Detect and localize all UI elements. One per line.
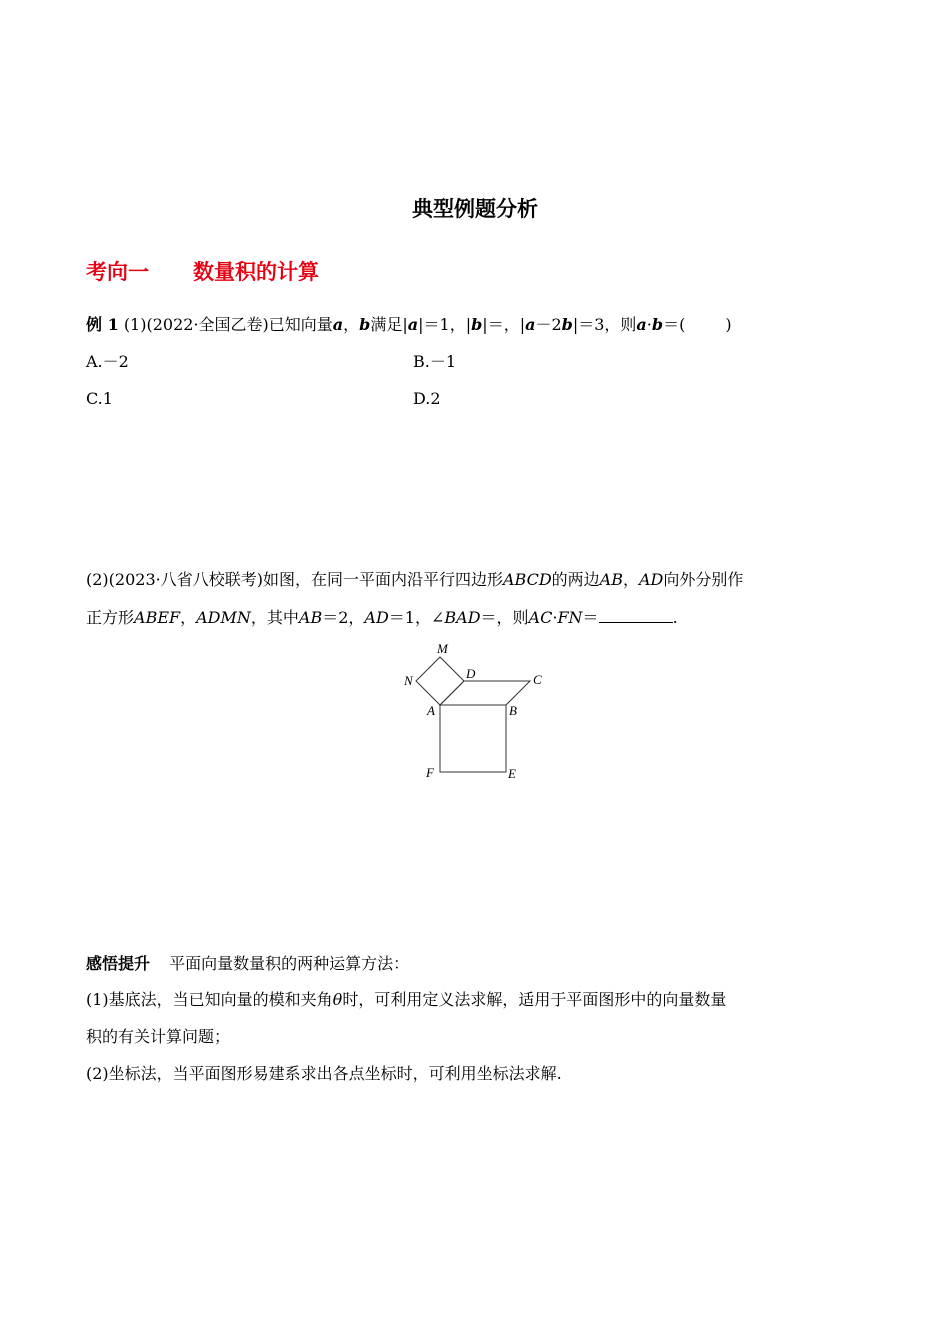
- insight-item2: (2)坐标法，当平面图形易建系求出各点坐标时，可利用坐标法求解.: [86, 1064, 562, 1083]
- option-d: D.2: [413, 389, 441, 408]
- section-title: 数量积的计算: [193, 260, 319, 284]
- label-a: A: [427, 703, 435, 718]
- example-label: 例 1: [86, 315, 119, 334]
- label-m: M: [437, 641, 448, 656]
- label-d: D: [466, 666, 476, 681]
- geometry-figure: [400, 640, 550, 785]
- insight-item1-line2: 积的有关计算问题；: [86, 1027, 231, 1046]
- page-title: 典型例题分析: [412, 197, 538, 221]
- insight-intro: 平面向量数量积的两种运算方法：: [169, 954, 410, 973]
- label-f: F: [426, 765, 434, 780]
- parallelogram-abcd: [440, 681, 530, 705]
- label-b: B: [509, 703, 517, 718]
- insight-label: 感悟提升: [86, 954, 151, 973]
- square-abef: [440, 705, 506, 772]
- option-b: B.－1: [413, 352, 457, 371]
- insight-item1-line1: (1)基底法，当已知向量的模和夹角θ时，可利用定义法求解，适用于平面图形中的向量数量: [86, 990, 727, 1009]
- option-a: A.－2: [86, 352, 129, 371]
- label-n: N: [404, 673, 413, 688]
- answer-blank[interactable]: [599, 608, 673, 623]
- label-e: E: [508, 766, 516, 781]
- square-admn: [416, 657, 464, 705]
- insight-header: [86, 953, 409, 975]
- label-c: C: [533, 672, 542, 687]
- option-c: C.1: [86, 389, 113, 408]
- section-heading: [86, 256, 319, 286]
- example1-part2-line2: 正方形ABEF，ADMN，其中AB＝2，AD＝1，∠BAD＝，则AC·FN＝ .: [86, 608, 678, 627]
- example1-part2-line1: (2)(2023·八省八校联考)如图，在同一平面内沿平行四边形ABCD的两边AB，AD向外分别作: [86, 570, 744, 589]
- example1-question: 例 1 (1)(2022·全国乙卷)已知向量a，b满足|a|＝1，|b|＝，|a－2b|＝3，则a·b＝( ): [86, 315, 732, 334]
- section-number: 考向一: [86, 260, 149, 284]
